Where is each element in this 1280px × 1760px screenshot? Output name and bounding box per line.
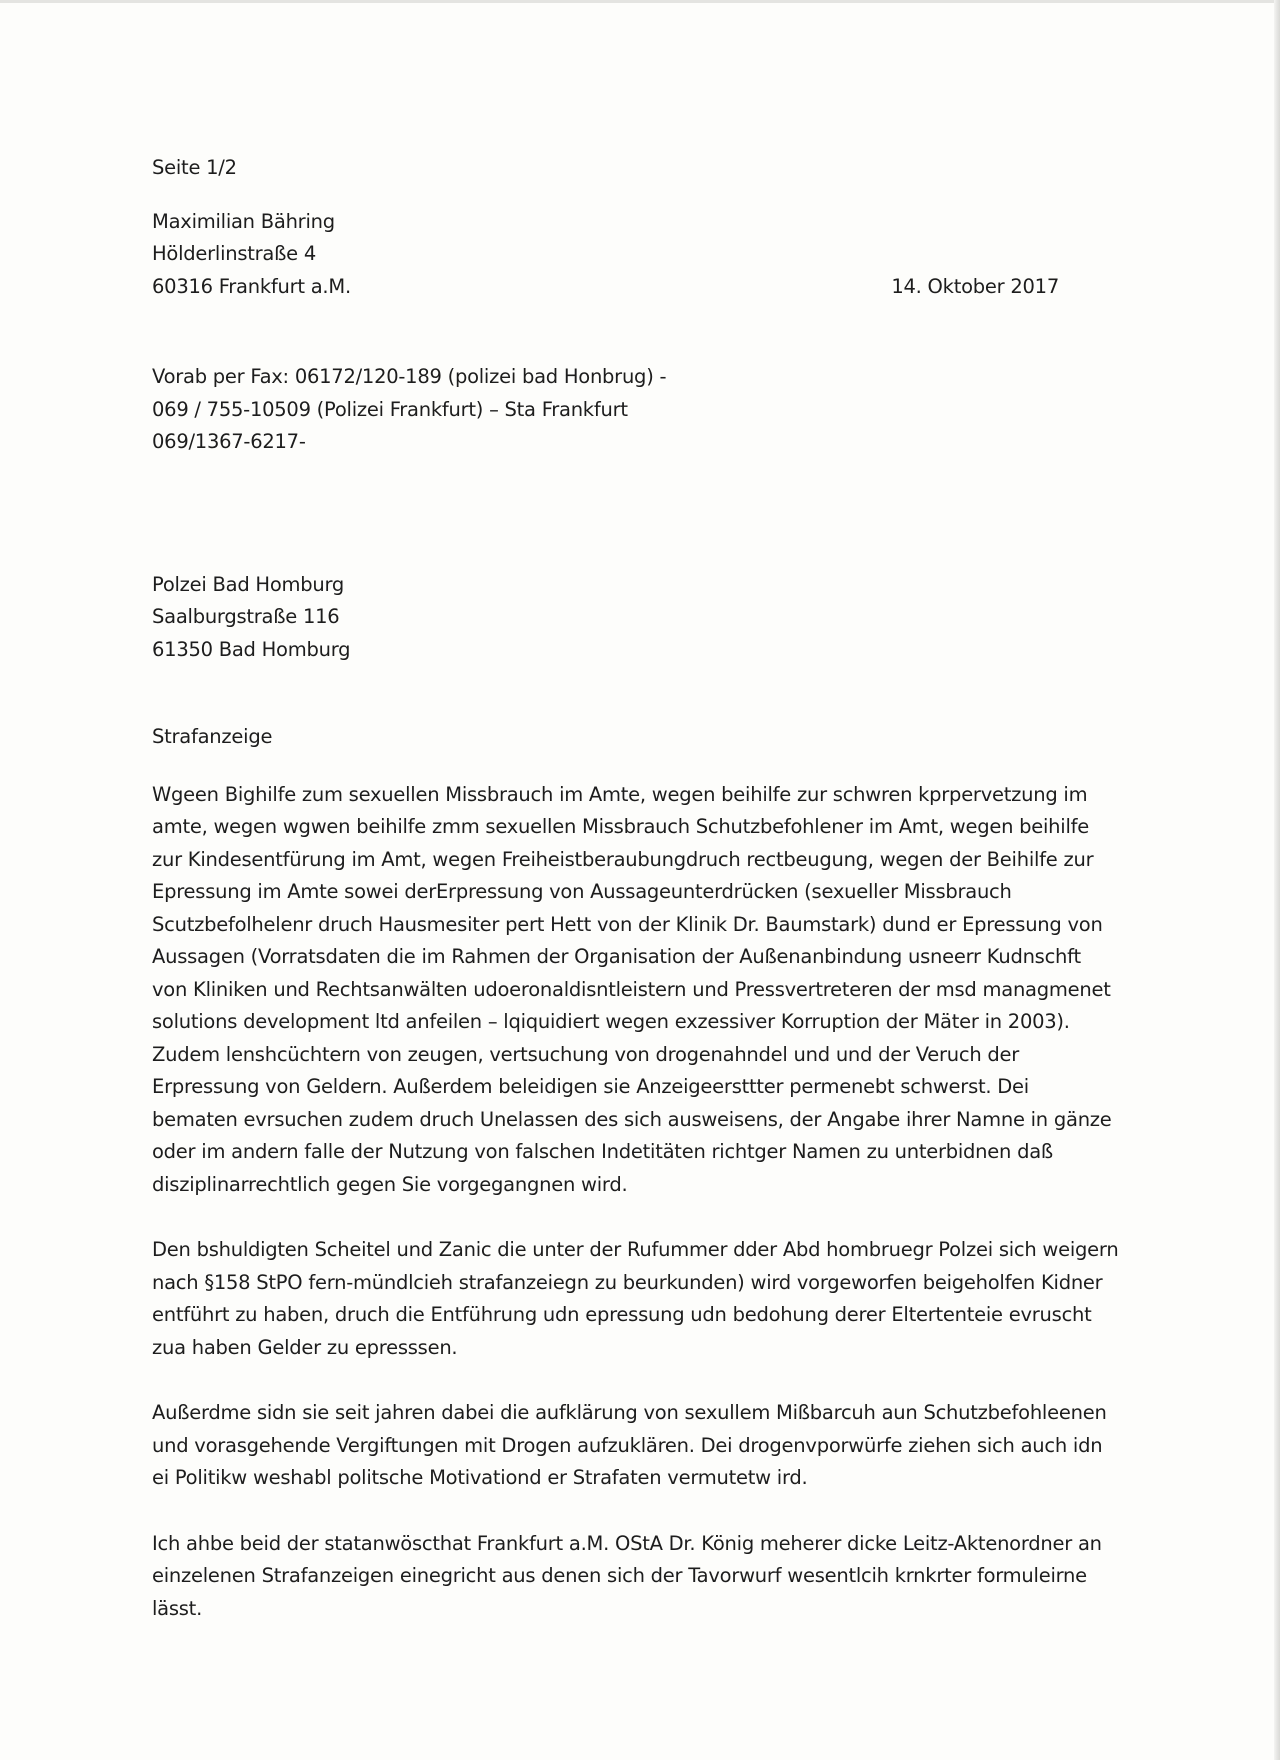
paragraph-line: nach §158 StPO fern-mündlcieh strafanzeiegn zu beurkunden) wird vorgeworfen beigeholfen Kidner — [152, 1270, 1103, 1294]
fax-notice — [152, 361, 1112, 459]
recipient-name: Polzei Bad Homburg — [152, 572, 345, 596]
paragraph-line: Zudem lenshcüchtern von zeugen, vertsuchung von drogenahndel und und der Veruch der — [152, 1042, 1020, 1066]
fax-line: 069/1367-6217- — [152, 430, 306, 453]
sender-city: 60316 Frankfurt a.M. — [152, 274, 351, 298]
paragraph-line: oder im andern falle der Nutzung von falschen Indetitäten richtger Namen zu unterbidnen daß — [152, 1140, 1053, 1163]
paragraph-line: amte, wegen wgwen beihilfe zmm sexuellen Missbrauch Schutzbefohlener im Amt, wegen beihilfe — [152, 815, 1089, 838]
body-paragraph — [152, 1528, 1112, 1626]
sender-name: Maximilian Bähring — [152, 209, 335, 233]
sender-row — [152, 206, 1059, 304]
paragraph-line: solutions development ltd anfeilen – lqiquidiert wegen exzessiver Korruption der Mäter in 2003). — [152, 1010, 1070, 1033]
recipient-city: 61350 Bad Homburg — [152, 637, 351, 661]
sender-street: Hölderlinstraße 4 — [152, 242, 317, 265]
paragraph-line: und vorasgehende Vergiftungen mit Drogen aufzuklären. Dei drogenvporwürfe ziehen sich auch idn — [152, 1433, 1103, 1457]
paragraph-line: von Kliniken und Rechtsanwälten udoeronaldisntleistern und Pressvertreteren der msd managmenet — [152, 977, 1111, 1001]
fax-line: Vorab per Fax: 06172/120-189 (polizei bad Honbrug) - — [152, 365, 667, 388]
sender-address — [152, 206, 351, 304]
paragraph-line: einzelenen Strafanzeigen einegricht aus denen sich der Tavorwurf wesentlcih krnkrter formuleirne — [152, 1564, 1087, 1587]
paragraph-line: zur Kindesentfürung im Amt, wegen Freiheistberaubungdruch rectbeugung, wegen der Beihilfe zur — [152, 847, 1094, 871]
body-paragraph — [152, 779, 1112, 1202]
body-paragraph — [152, 1234, 1119, 1364]
fax-line: 069 / 755-10509 (Polizei Frankfurt) – Sta Frankfurt — [152, 397, 628, 421]
paragraph-line: ei Politikw weshabl politsche Motivationd er Strafaten vermutetw ird. — [152, 1466, 808, 1489]
letter-date: 14. Oktober 2017 — [891, 274, 1059, 298]
paragraph-line: Wgeen Bighilfe zum sexuellen Missbrauch im Amte, wegen beihilfe zur schwren kprpervetzung im — [152, 782, 1088, 806]
paragraph-line: entführt zu haben, druch die Entführung udn epressung udn bedohung derer Eltertenteie evruscht — [152, 1303, 1092, 1326]
subject-line: Strafanzeige — [152, 725, 273, 748]
paragraph-line: disziplinarrechtlich gegen Sie vorgegangnen wird. — [152, 1172, 628, 1196]
paragraph-line: Aussagen (Vorratsdaten die im Rahmen der Organisation der Außenanbindung usneerr Kudnschft — [152, 945, 1081, 968]
scan-top-edge — [0, 0, 1280, 3]
paragraph-line: Außerdme sidn sie seit jahren dabei die aufklärung von sexullem Mißbarcuh aun Schutzbefohleenen — [152, 1401, 1107, 1424]
recipient-address — [152, 569, 1112, 667]
paragraph-line: Scutzbefolhelenr druch Hausmesiter pert Hett von der Klinik Dr. Baumstark) dund er Epressung von — [152, 912, 1103, 936]
paragraph-line: zua haben Gelder zu epresssen. — [152, 1335, 458, 1359]
page-number: Seite 1/2 — [152, 156, 237, 179]
scan-right-edge — [1274, 0, 1280, 1760]
paragraph-line: lässt. — [152, 1596, 203, 1620]
paragraph-line: Ich ahbe beid der statanwöscthat Frankfurt a.M. OStA Dr. König meherer dicke Leitz-Aktenordner an — [152, 1531, 1102, 1555]
paragraph-line: Den bshuldigten Scheitel und Zanic die unter der Rufummer dder Abd hombruegr Polzei sich weigern — [152, 1238, 1119, 1261]
paragraph-line: bematen evrsuchen zudem druch Unelassen des sich ausweisens, der Angabe ihrer Namne in gänze — [152, 1107, 1112, 1131]
recipient-street: Saalburgstraße 116 — [152, 605, 340, 628]
letter — [152, 152, 1119, 1625]
paragraph-line: Erpressung von Geldern. Außerdem beleidigen sie Anzeigeersttter permenebt schwerst. Dei — [152, 1075, 1029, 1098]
body-paragraph — [152, 1397, 1112, 1495]
paragraph-line: Epressung im Amte sowei derErpressung von Aussageunterdrücken (sexueller Missbrauch — [152, 880, 1012, 903]
